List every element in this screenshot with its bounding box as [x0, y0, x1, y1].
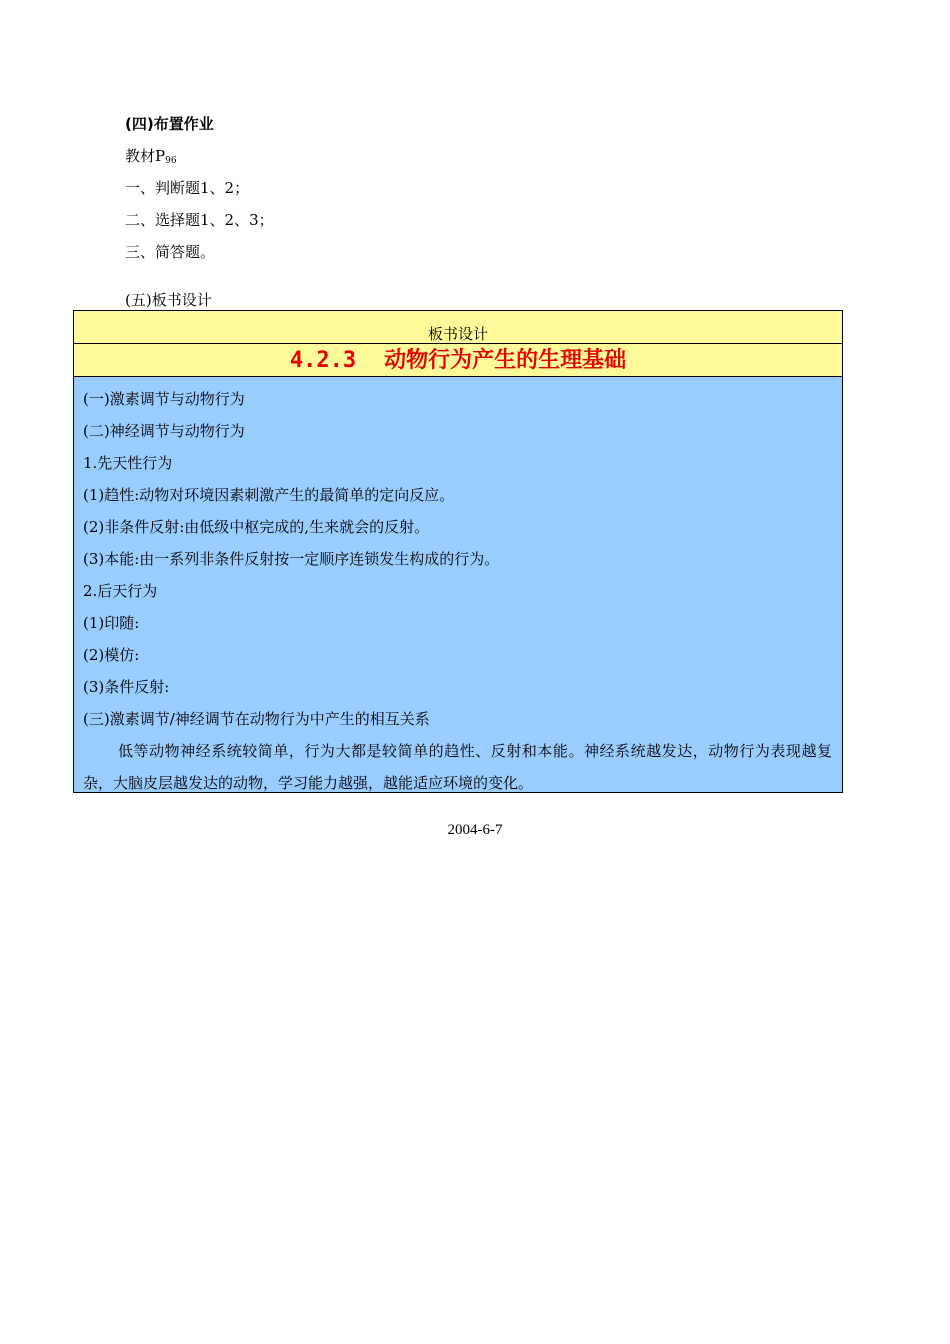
homework-item: 三、简答题。 — [125, 243, 216, 261]
board-line: (2)非条件反射:由低级中枢完成的,生来就会的反射。 — [83, 518, 430, 536]
homework-item: 一、判断题1、2； — [125, 179, 250, 197]
board-line: (三)激素调节/神经调节在动物行为中产生的相互关系 — [83, 710, 430, 728]
homework-heading: (四)布置作业 — [125, 115, 214, 133]
board-title-text: 动物行为产生的生理基础 — [384, 348, 627, 373]
board-summary-paragraph: 低等动物神经系统较简单，行为大都是较简单的趋性、反射和本能。神经系统越发达，动物行为表现越复杂，大脑皮层越发达的动物，学习能力越强，越能适应环境的变化。 — [83, 742, 832, 792]
board-body — [74, 377, 842, 792]
board-line: 1.先天性行为 — [83, 454, 173, 472]
board-line: (一)激素调节与动物行为 — [83, 390, 245, 408]
document-date: 2004-6-7 — [447, 822, 503, 838]
textbook-reference — [125, 146, 177, 171]
board-line: (2)模仿: — [83, 646, 140, 664]
board-line: (3)条件反射: — [83, 678, 170, 696]
textbook-page: 96 — [165, 156, 177, 166]
board-title-number: 4.2.3 — [289, 348, 357, 373]
board-header: 板书设计 — [74, 311, 842, 344]
textbook-prefix: 教材P — [125, 147, 166, 165]
board-design-table — [73, 310, 843, 793]
board-line: (1)趋性:动物对环境因素刺激产生的最简单的定向反应。 — [83, 486, 455, 504]
board-line: (二)神经调节与动物行为 — [83, 422, 245, 440]
homework-item: 二、选择题1、2、3； — [125, 211, 274, 229]
board-line: (1)印随: — [83, 614, 140, 632]
board-line: 2.后天行为 — [83, 582, 158, 600]
board-design-label: (五)板书设计 — [125, 291, 212, 309]
board-title — [74, 344, 842, 377]
board-line: (3)本能:由一系列非条件反射按一定顺序连锁发生构成的行为。 — [83, 550, 500, 568]
